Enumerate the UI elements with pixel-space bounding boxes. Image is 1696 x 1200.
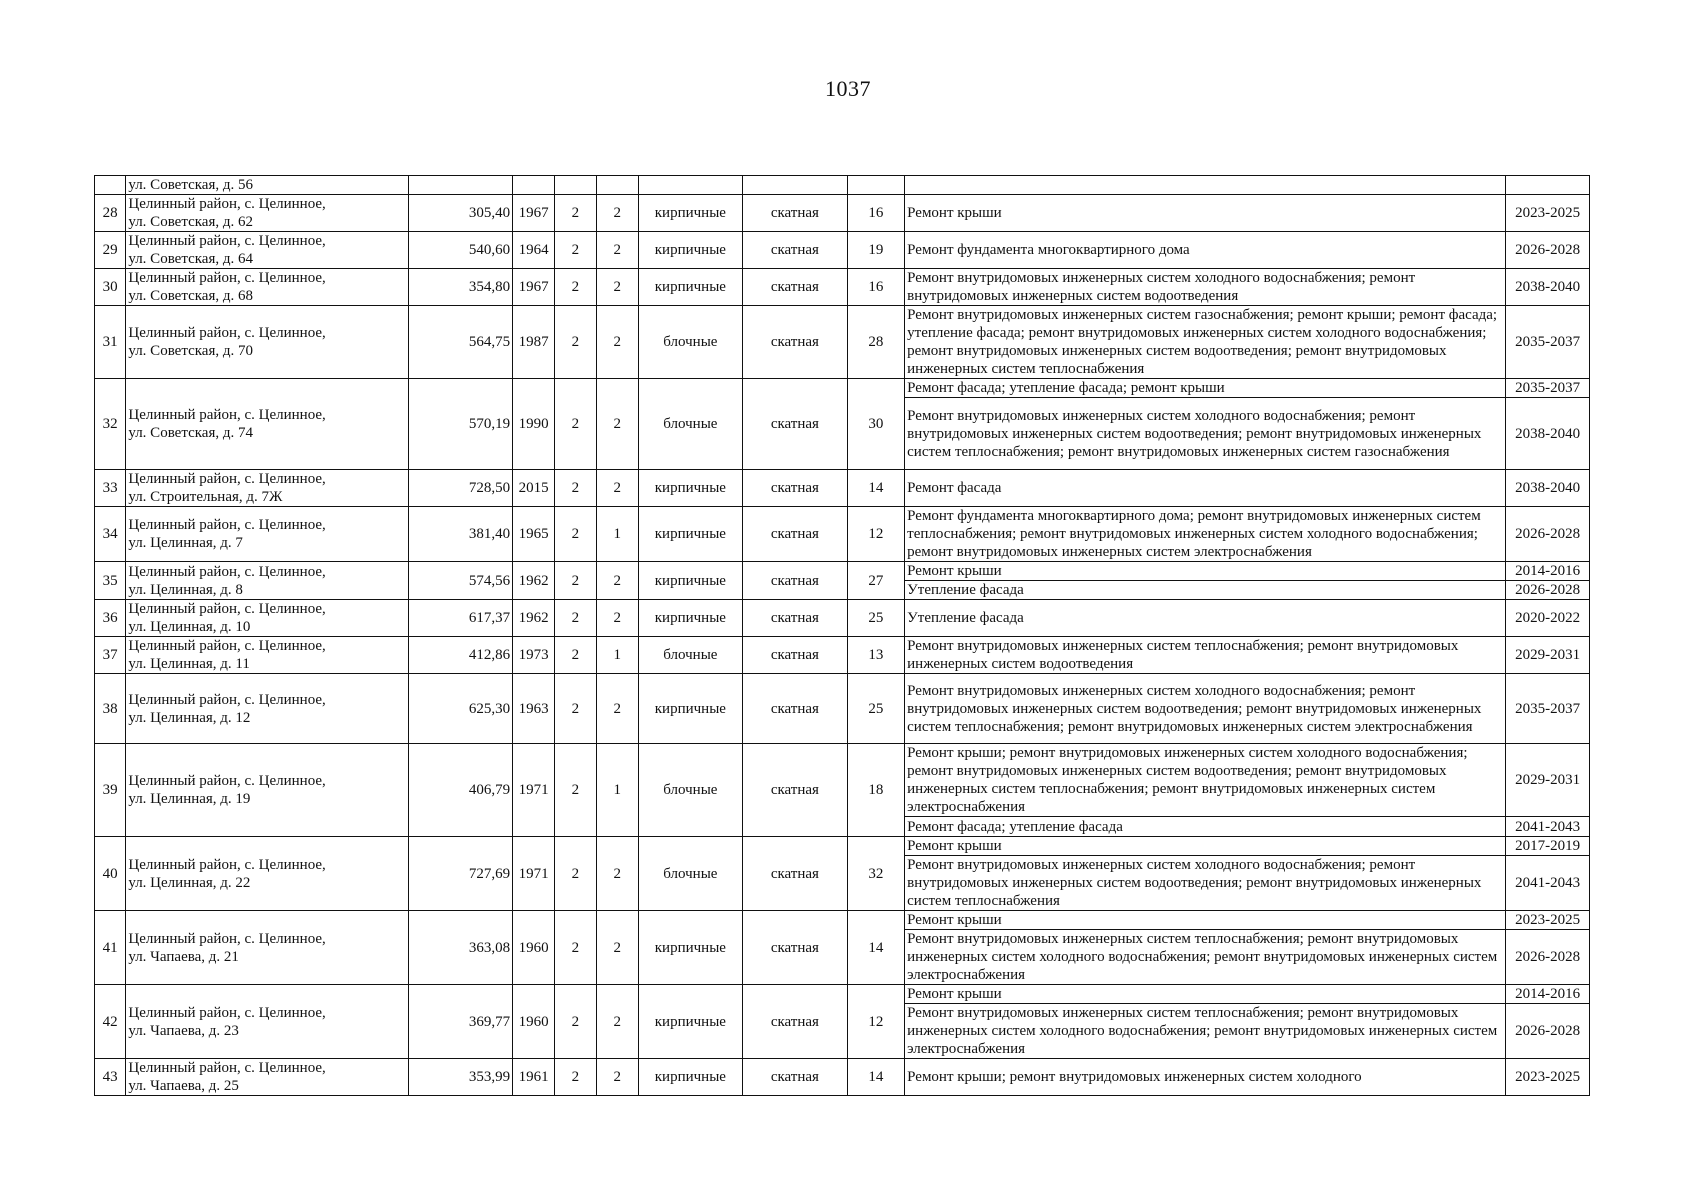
residents-cell: 27 <box>847 562 904 600</box>
floors-cell: 2 <box>554 1059 596 1096</box>
roof-type-cell: скатная <box>743 637 848 674</box>
repair-works-cell: Утепление фасада <box>905 581 1506 600</box>
row-number: 30 <box>95 269 126 306</box>
floors-cell: 2 <box>554 470 596 507</box>
roof-type-cell: скатная <box>743 232 848 269</box>
year-cell: 1960 <box>513 911 555 985</box>
roof-type-cell: скатная <box>743 269 848 306</box>
address-cell: Целинный район, с. Целинное, ул. Советская, д. 68 <box>126 269 408 306</box>
roof-type-cell: скатная <box>743 195 848 232</box>
row-number: 33 <box>95 470 126 507</box>
wall-material-cell: кирпичные <box>638 985 743 1059</box>
wall-material-cell: блочные <box>638 637 743 674</box>
entrances-cell: 2 <box>596 600 638 637</box>
residents-cell: 25 <box>847 600 904 637</box>
table-row <box>95 306 1590 379</box>
roof-type-cell: скатная <box>743 306 848 379</box>
row-number: 38 <box>95 674 126 744</box>
row-number: 32 <box>95 379 126 470</box>
address-cell: Целинный район, с. Целинное, ул. Целинная, д. 22 <box>126 837 408 911</box>
repair-works-cell: Ремонт крыши <box>905 195 1506 232</box>
floors-cell: 2 <box>554 985 596 1059</box>
row-number: 35 <box>95 562 126 600</box>
table-row <box>95 1059 1590 1096</box>
area-cell: 727,69 <box>408 837 513 911</box>
floors-cell: 2 <box>554 911 596 985</box>
table-row <box>95 600 1590 637</box>
address-cell: Целинный район, с. Целинное, ул. Целинная, д. 11 <box>126 637 408 674</box>
row-number <box>95 176 126 195</box>
address-cell: Целинный район, с. Целинное, ул. Целинная, д. 7 <box>126 507 408 562</box>
row-number: 42 <box>95 985 126 1059</box>
residents-cell: 13 <box>847 637 904 674</box>
area-cell: 381,40 <box>408 507 513 562</box>
floors-cell: 2 <box>554 837 596 911</box>
row-number: 41 <box>95 911 126 985</box>
table-row <box>95 379 1590 398</box>
repair-period-cell: 2026-2028 <box>1506 507 1590 562</box>
address-cell: Целинный район, с. Целинное, ул. Целинная, д. 10 <box>126 600 408 637</box>
wall-material-cell: кирпичные <box>638 1059 743 1096</box>
year-cell: 1965 <box>513 507 555 562</box>
entrances-cell: 2 <box>596 911 638 985</box>
entrances-cell: 2 <box>596 562 638 600</box>
residents-cell: 30 <box>847 379 904 470</box>
repair-works-cell: Ремонт фасада <box>905 470 1506 507</box>
residents-cell: 12 <box>847 507 904 562</box>
year-cell: 2015 <box>513 470 555 507</box>
floors-cell: 2 <box>554 306 596 379</box>
row-number: 37 <box>95 637 126 674</box>
area-cell: 353,99 <box>408 1059 513 1096</box>
floors-cell: 2 <box>554 507 596 562</box>
wall-material-cell: кирпичные <box>638 507 743 562</box>
table-row <box>95 985 1590 1004</box>
address-cell: Целинный район, с. Целинное, ул. Целинная, д. 12 <box>126 674 408 744</box>
repair-works-cell: Утепление фасада <box>905 600 1506 637</box>
floors-cell: 2 <box>554 232 596 269</box>
wall-material-cell: блочные <box>638 837 743 911</box>
roof-type-cell: скатная <box>743 470 848 507</box>
residents-cell: 16 <box>847 195 904 232</box>
roof-type-cell: скатная <box>743 562 848 600</box>
repair-period-cell: 2014-2016 <box>1506 985 1590 1004</box>
repair-works-cell: Ремонт крыши; ремонт внутридомовых инженерных систем холодного <box>905 1059 1506 1096</box>
entrances-cell: 2 <box>596 837 638 911</box>
roof-type-cell: скатная <box>743 600 848 637</box>
wall-material-cell: кирпичные <box>638 195 743 232</box>
repair-works-cell: Ремонт крыши; ремонт внутридомовых инженерных систем холодного водоснабжения; ремонт внутридомовых инженерных систем водоотведения; ремонт внутридомовых инженерных систем теплоснабжения; ремонт внутридомовых инженерных систем электроснабжения <box>905 744 1506 817</box>
table-row <box>95 195 1590 232</box>
address-cell: Целинный район, с. Целинное, ул. Советская, д. 70 <box>126 306 408 379</box>
floors-cell: 2 <box>554 674 596 744</box>
repair-works-cell: Ремонт внутридомовых инженерных систем холодного водоснабжения; ремонт внутридомовых инженерных систем водоотведения <box>905 269 1506 306</box>
entrances-cell: 2 <box>596 306 638 379</box>
repair-works-cell: Ремонт крыши <box>905 985 1506 1004</box>
table-row <box>95 232 1590 269</box>
floors-cell: 2 <box>554 600 596 637</box>
residents-cell: 14 <box>847 911 904 985</box>
address-cell: Целинный район, с. Целинное, ул. Целинная, д. 8 <box>126 562 408 600</box>
repair-period-cell: 2026-2028 <box>1506 1004 1590 1059</box>
repair-period-cell: 2020-2022 <box>1506 600 1590 637</box>
address-cell: Целинный район, с. Целинное, ул. Чапаева, д. 25 <box>126 1059 408 1096</box>
repair-period-cell: 2035-2037 <box>1506 379 1590 398</box>
entrances-cell: 2 <box>596 470 638 507</box>
address-cell: Целинный район, с. Целинное, ул. Строительная, д. 7Ж <box>126 470 408 507</box>
roof-type-cell: скатная <box>743 985 848 1059</box>
residents-cell: 28 <box>847 306 904 379</box>
repair-works-cell: Ремонт внутридомовых инженерных систем теплоснабжения; ремонт внутридомовых инженерных систем водоотведения <box>905 637 1506 674</box>
table-row <box>95 837 1590 856</box>
area-cell: 625,30 <box>408 674 513 744</box>
repair-period-cell: 2038-2040 <box>1506 470 1590 507</box>
repair-period-cell: 2035-2037 <box>1506 306 1590 379</box>
entrances-cell: 1 <box>596 744 638 837</box>
wall-material-cell: кирпичные <box>638 269 743 306</box>
area-cell: 369,77 <box>408 985 513 1059</box>
repair-works-cell: Ремонт фундамента многоквартирного дома <box>905 232 1506 269</box>
roof-type-cell: скатная <box>743 379 848 470</box>
repair-period-cell: 2023-2025 <box>1506 911 1590 930</box>
repair-works-cell: Ремонт фасада; утепление фасада <box>905 817 1506 837</box>
repair-period-cell: 2029-2031 <box>1506 637 1590 674</box>
wall-material-cell: кирпичные <box>638 470 743 507</box>
floors-cell: 2 <box>554 744 596 837</box>
repair-works-cell: Ремонт внутридомовых инженерных систем холодного водоснабжения; ремонт внутридомовых инженерных систем водоотведения; ремонт внутридомовых инженерных систем теплоснабжения <box>905 856 1506 911</box>
address-cell: Целинный район, с. Целинное, ул. Чапаева, д. 23 <box>126 985 408 1059</box>
area-cell: 363,08 <box>408 911 513 985</box>
year-cell: 1962 <box>513 562 555 600</box>
roof-type-cell: скатная <box>743 744 848 837</box>
address-cell: ул. Советская, д. 56 <box>126 176 408 195</box>
residents-cell: 12 <box>847 985 904 1059</box>
area-cell: 406,79 <box>408 744 513 837</box>
repair-period-cell: 2041-2043 <box>1506 817 1590 837</box>
area-cell: 540,60 <box>408 232 513 269</box>
residents-cell: 32 <box>847 837 904 911</box>
floors-cell: 2 <box>554 195 596 232</box>
area-cell: 354,80 <box>408 269 513 306</box>
year-cell: 1962 <box>513 600 555 637</box>
year-cell: 1963 <box>513 674 555 744</box>
year-cell: 1967 <box>513 195 555 232</box>
residents-cell: 16 <box>847 269 904 306</box>
area-cell: 728,50 <box>408 470 513 507</box>
table-row <box>95 269 1590 306</box>
repair-period-cell: 2035-2037 <box>1506 674 1590 744</box>
area-cell: 305,40 <box>408 195 513 232</box>
row-number: 39 <box>95 744 126 837</box>
table-row <box>95 470 1590 507</box>
residents-cell: 14 <box>847 470 904 507</box>
roof-type-cell: скатная <box>743 1059 848 1096</box>
wall-material-cell: кирпичные <box>638 674 743 744</box>
floors-cell: 2 <box>554 269 596 306</box>
entrances-cell: 1 <box>596 507 638 562</box>
row-number: 36 <box>95 600 126 637</box>
repair-works-cell: Ремонт фасада; утепление фасада; ремонт крыши <box>905 379 1506 398</box>
address-cell: Целинный район, с. Целинное, ул. Советская, д. 74 <box>126 379 408 470</box>
residents-cell: 25 <box>847 674 904 744</box>
area-cell: 412,86 <box>408 637 513 674</box>
address-cell: Целинный район, с. Целинное, ул. Советская, д. 64 <box>126 232 408 269</box>
floors-cell: 2 <box>554 637 596 674</box>
repair-period-cell: 2041-2043 <box>1506 856 1590 911</box>
row-number: 31 <box>95 306 126 379</box>
entrances-cell: 2 <box>596 1059 638 1096</box>
table-row <box>95 911 1590 930</box>
repair-period-cell: 2029-2031 <box>1506 744 1590 817</box>
area-cell: 564,75 <box>408 306 513 379</box>
repair-period-cell: 2023-2025 <box>1506 195 1590 232</box>
repair-period-cell: 2014-2016 <box>1506 562 1590 581</box>
repair-period-cell: 2026-2028 <box>1506 232 1590 269</box>
entrances-cell: 2 <box>596 674 638 744</box>
repair-works-cell: Ремонт внутридомовых инженерных систем теплоснабжения; ремонт внутридомовых инженерных систем холодного водоснабжения; ремонт внутридомовых инженерных систем электроснабжения <box>905 930 1506 985</box>
table-row <box>95 562 1590 581</box>
roof-type-cell: скатная <box>743 911 848 985</box>
roof-type-cell: скатная <box>743 837 848 911</box>
year-cell: 1967 <box>513 269 555 306</box>
repair-works-cell: Ремонт крыши <box>905 562 1506 581</box>
area-cell: 574,56 <box>408 562 513 600</box>
area-cell: 617,37 <box>408 600 513 637</box>
repair-works-cell: Ремонт фундамента многоквартирного дома; ремонт внутридомовых инженерных систем теплоснабжения; ремонт внутридомовых инженерных систем холодного водоснабжения; ремонт внутридомовых инженерных систем электроснабжения <box>905 507 1506 562</box>
continuation-row <box>95 176 1590 195</box>
year-cell: 1960 <box>513 985 555 1059</box>
wall-material-cell: кирпичные <box>638 232 743 269</box>
wall-material-cell: блочные <box>638 744 743 837</box>
repair-period-cell: 2023-2025 <box>1506 1059 1590 1096</box>
wall-material-cell: кирпичные <box>638 562 743 600</box>
year-cell: 1990 <box>513 379 555 470</box>
row-number: 40 <box>95 837 126 911</box>
entrances-cell: 2 <box>596 985 638 1059</box>
wall-material-cell: блочные <box>638 379 743 470</box>
wall-material-cell: кирпичные <box>638 911 743 985</box>
repair-period-cell: 2026-2028 <box>1506 581 1590 600</box>
year-cell: 1973 <box>513 637 555 674</box>
repair-works-cell: Ремонт внутридомовых инженерных систем холодного водоснабжения; ремонт внутридомовых инженерных систем водоотведения; ремонт внутридомовых инженерных систем теплоснабжения; ремонт внутридомовых инженерных систем газоснабжения <box>905 398 1506 470</box>
repair-period-cell: 2026-2028 <box>1506 930 1590 985</box>
row-number: 28 <box>95 195 126 232</box>
entrances-cell: 2 <box>596 195 638 232</box>
repair-works-cell: Ремонт крыши <box>905 911 1506 930</box>
entrances-cell: 1 <box>596 637 638 674</box>
repair-works-cell: Ремонт внутридомовых инженерных систем холодного водоснабжения; ремонт внутридомовых инженерных систем водоотведения; ремонт внутридомовых инженерных систем теплоснабжения; ремонт внутридомовых инженерных систем электроснабжения <box>905 674 1506 744</box>
entrances-cell: 2 <box>596 232 638 269</box>
floors-cell: 2 <box>554 562 596 600</box>
year-cell: 1987 <box>513 306 555 379</box>
wall-material-cell: блочные <box>638 306 743 379</box>
residents-cell: 19 <box>847 232 904 269</box>
roof-type-cell: скатная <box>743 507 848 562</box>
repair-works-cell: Ремонт внутридомовых инженерных систем теплоснабжения; ремонт внутридомовых инженерных систем холодного водоснабжения; ремонт внутридомовых инженерных систем электроснабжения <box>905 1004 1506 1059</box>
table-row <box>95 637 1590 674</box>
table-row <box>95 744 1590 817</box>
row-number: 29 <box>95 232 126 269</box>
repair-works-cell: Ремонт крыши <box>905 837 1506 856</box>
year-cell: 1971 <box>513 744 555 837</box>
repair-works-cell: Ремонт внутридомовых инженерных систем газоснабжения; ремонт крыши; ремонт фасада; утепление фасада; ремонт внутридомовых инженерных систем холодного водоснабжения; ремонт внутридомовых инженерных систем водоотведения; ремонт внутридомовых инженерных систем теплоснабжения <box>905 306 1506 379</box>
entrances-cell: 2 <box>596 379 638 470</box>
year-cell: 1964 <box>513 232 555 269</box>
address-cell: Целинный район, с. Целинное, ул. Целинная, д. 19 <box>126 744 408 837</box>
address-cell: Целинный район, с. Целинное, ул. Чапаева, д. 21 <box>126 911 408 985</box>
residents-cell: 14 <box>847 1059 904 1096</box>
area-cell: 570,19 <box>408 379 513 470</box>
repair-period-cell: 2038-2040 <box>1506 398 1590 470</box>
roof-type-cell: скатная <box>743 674 848 744</box>
table-row <box>95 507 1590 562</box>
row-number: 43 <box>95 1059 126 1096</box>
page-number: 1037 <box>825 76 871 101</box>
entrances-cell: 2 <box>596 269 638 306</box>
repair-period-cell: 2038-2040 <box>1506 269 1590 306</box>
repair-period-cell: 2017-2019 <box>1506 837 1590 856</box>
table-row <box>95 674 1590 744</box>
floors-cell: 2 <box>554 379 596 470</box>
wall-material-cell: кирпичные <box>638 600 743 637</box>
residents-cell: 18 <box>847 744 904 837</box>
row-number: 34 <box>95 507 126 562</box>
year-cell: 1961 <box>513 1059 555 1096</box>
year-cell: 1971 <box>513 837 555 911</box>
address-cell: Целинный район, с. Целинное, ул. Советская, д. 62 <box>126 195 408 232</box>
housing-repair-table <box>94 175 1590 1096</box>
